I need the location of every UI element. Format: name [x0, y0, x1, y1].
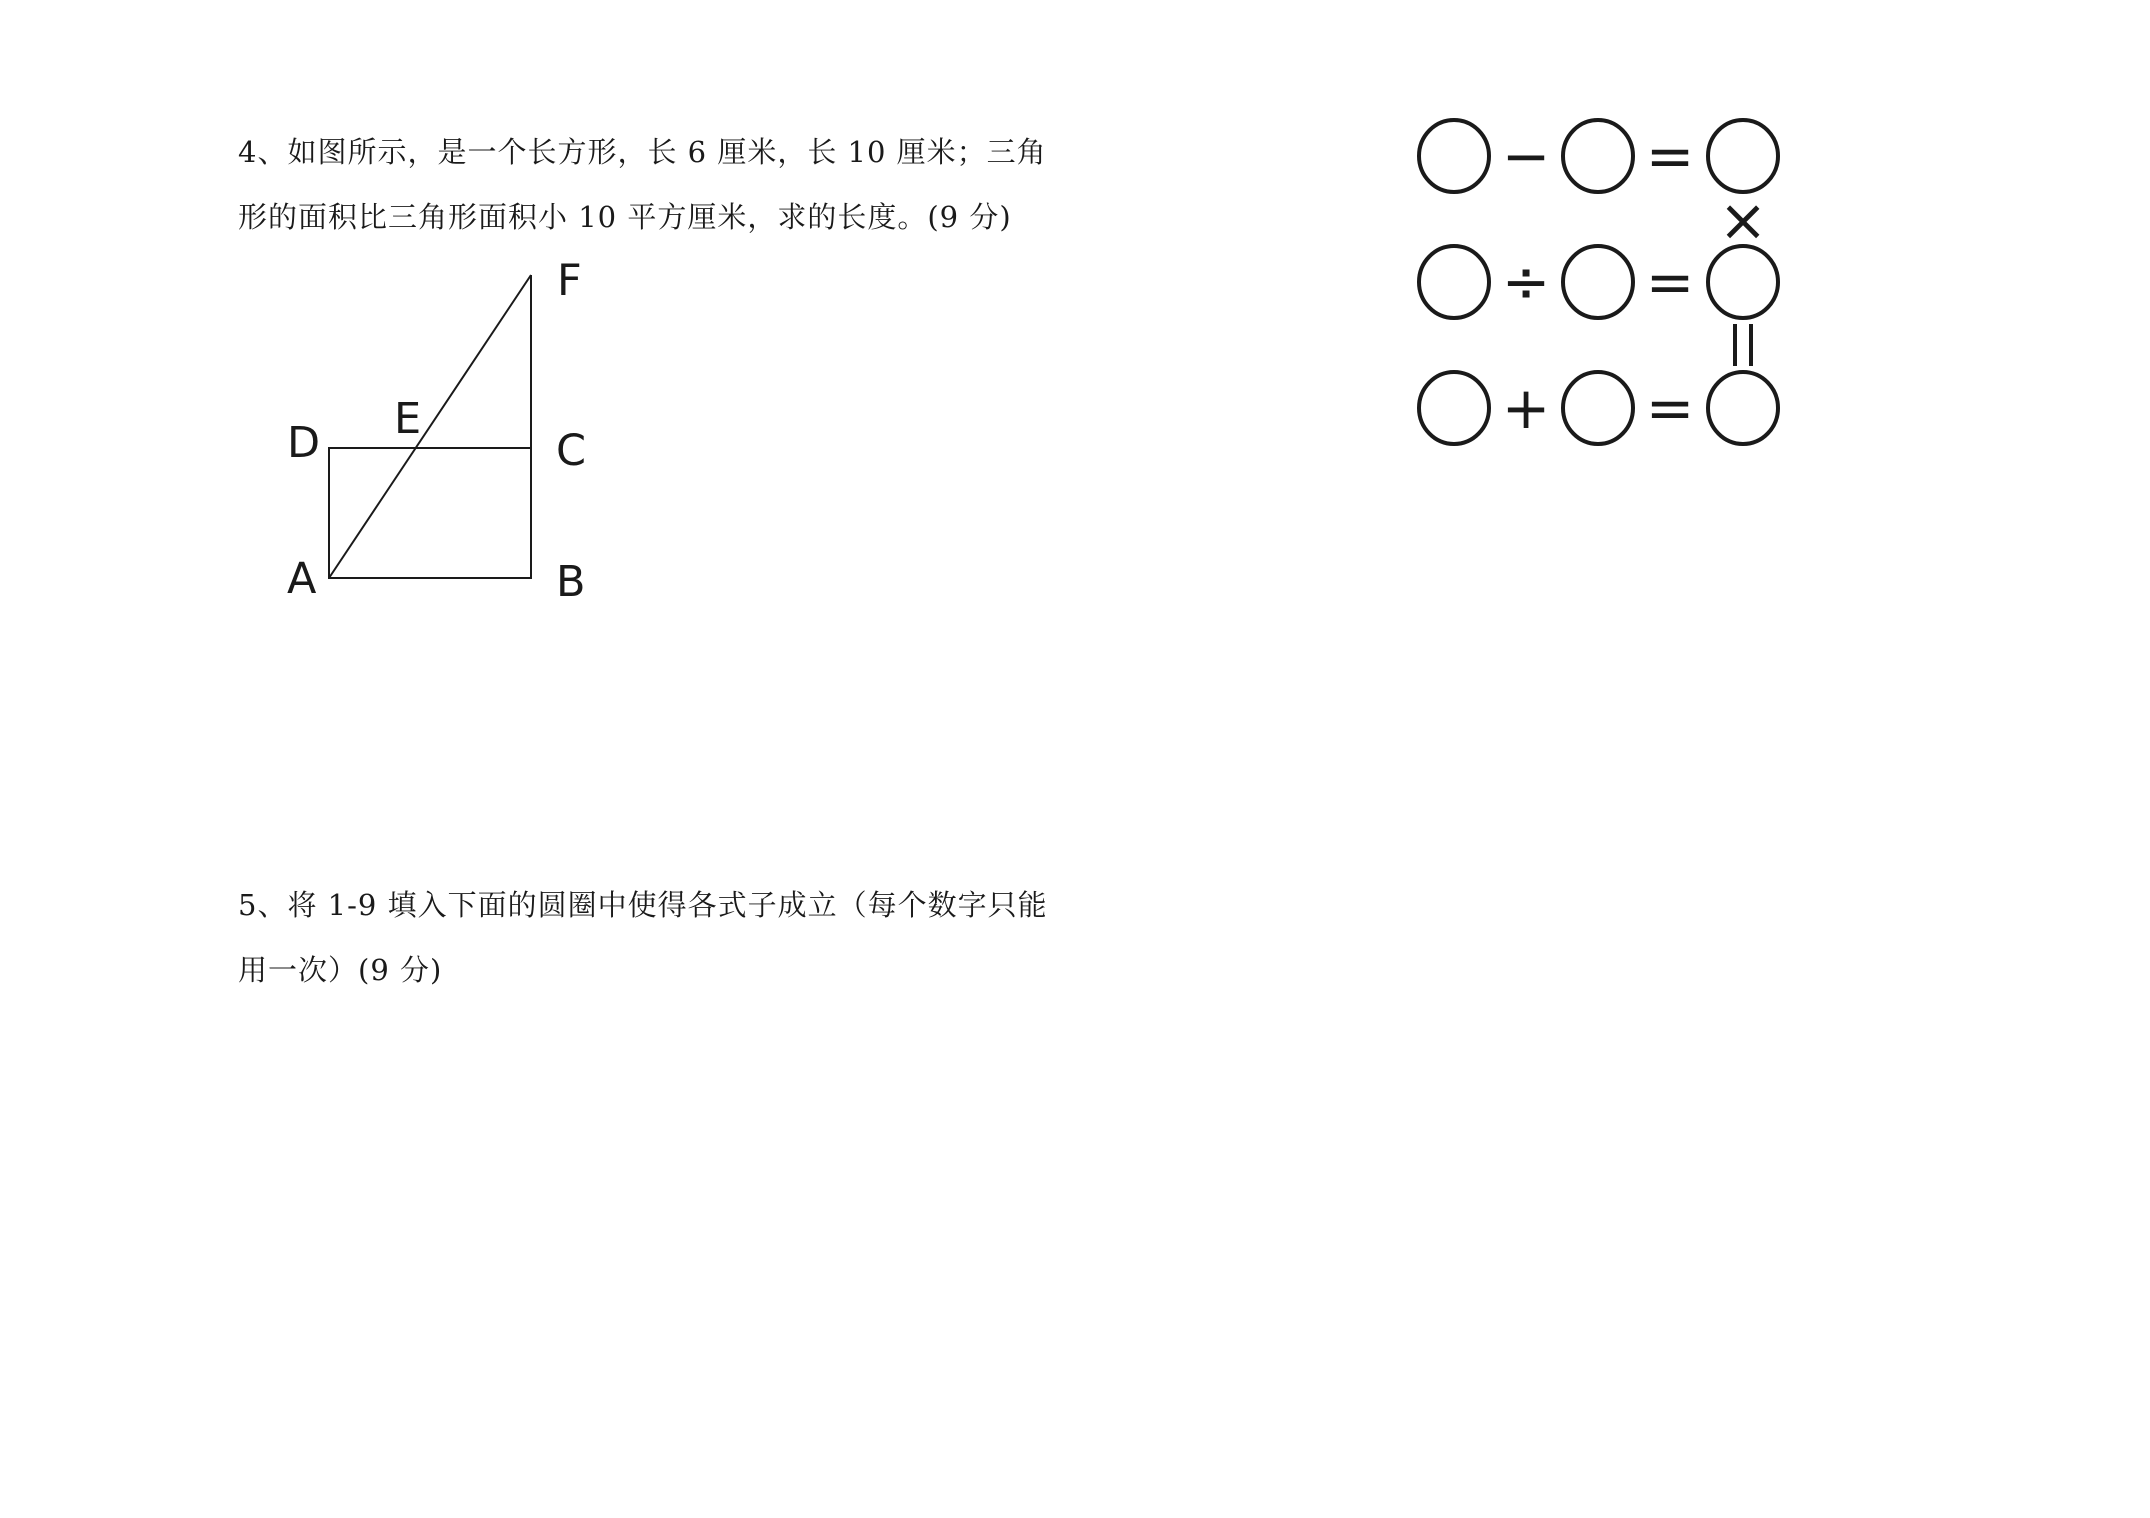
blank-circle-r3c1[interactable]	[1419, 372, 1489, 444]
column-multiply-operator: ×	[1718, 186, 1768, 254]
segment-af	[329, 275, 531, 578]
row1-equals: =	[1645, 122, 1695, 190]
question-4-line-1: 4、如图所示，是一个长方形，长 6 厘米，长 10 厘米；三角	[238, 135, 1047, 169]
rectangle-triangle-figure	[0, 0, 700, 640]
blank-circle-r2c3[interactable]	[1708, 246, 1778, 318]
label-a: A	[287, 554, 317, 604]
blank-circle-r1c1[interactable]	[1419, 120, 1489, 192]
blank-circle-r3c3[interactable]	[1708, 372, 1778, 444]
blank-circle-r2c1[interactable]	[1419, 246, 1489, 318]
label-d: D	[287, 418, 321, 468]
row3-operator: +	[1501, 374, 1551, 442]
label-f: F	[557, 256, 582, 306]
column-equals-operator	[1735, 324, 1751, 366]
question-5-line-1: 5、将 1-9 填入下面的圆圈中使得各式子成立（每个数字只能	[238, 888, 1048, 922]
label-e: E	[394, 394, 422, 444]
question-5-line-2: 用一次）(9 分)	[238, 953, 443, 987]
row1-operator: −	[1501, 122, 1551, 190]
blank-circle-r3c2[interactable]	[1563, 372, 1633, 444]
row3-equals: =	[1645, 374, 1695, 442]
circle-equation-puzzle	[1380, 100, 1800, 460]
rectangle-abcd	[329, 448, 531, 578]
blank-circle-r1c3[interactable]	[1708, 120, 1778, 192]
label-c: C	[556, 426, 587, 476]
row2-equals: =	[1645, 248, 1695, 316]
blank-circle-r1c2[interactable]	[1563, 120, 1633, 192]
label-b: B	[556, 557, 586, 607]
blank-circle-r2c2[interactable]	[1563, 246, 1633, 318]
question-4-line-2: 形的面积比三角形面积小 10 平方厘米，求的长度。(9 分)	[238, 200, 1012, 234]
row2-operator: ÷	[1501, 248, 1551, 316]
